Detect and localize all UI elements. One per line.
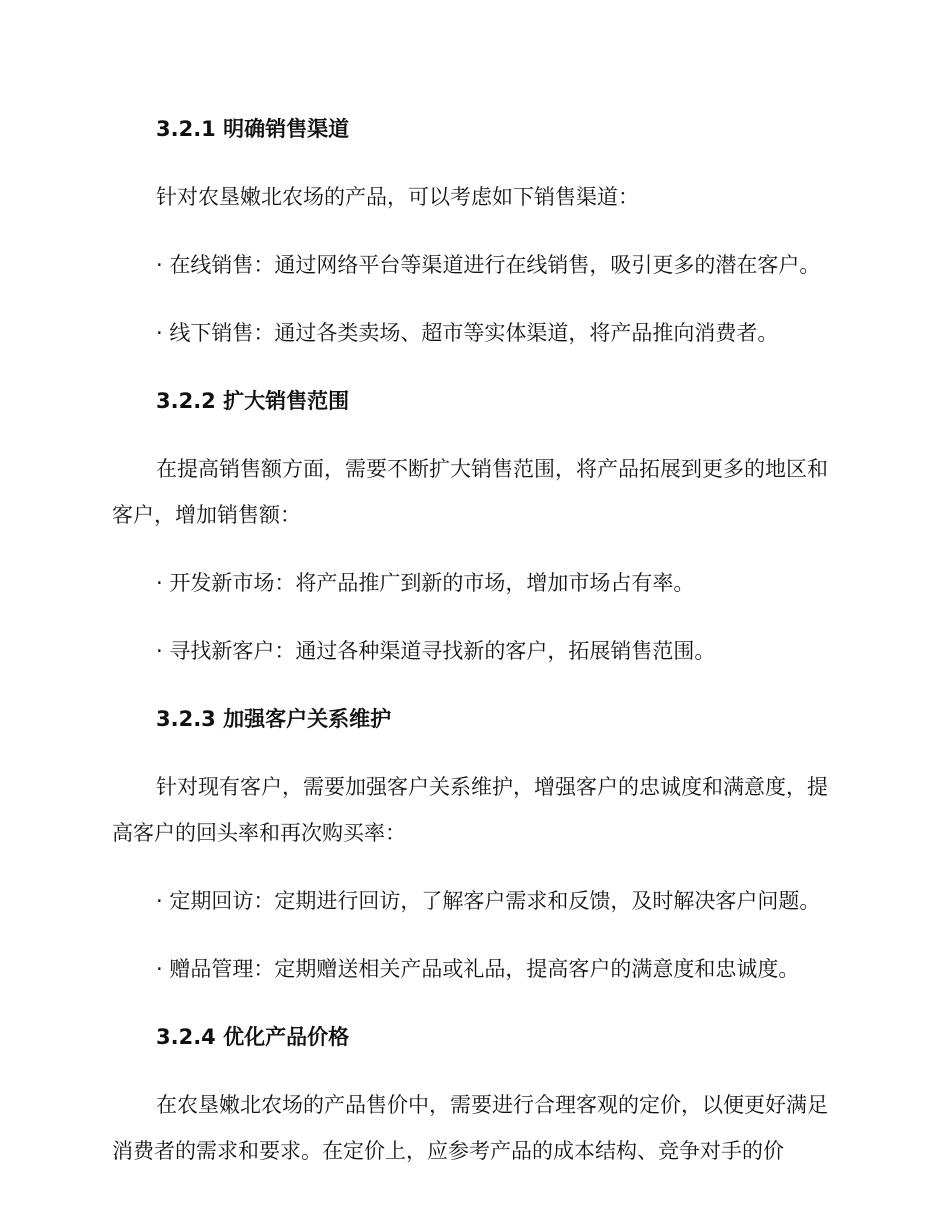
bullet-new-customers: · 寻找新客户：通过各种渠道寻找新的客户，拓展销售范围。: [156, 639, 716, 663]
section-heading-3-2-4: 3.2.4 优化产品价格: [156, 1025, 350, 1049]
bullet-regular-visits: · 定期回访：定期进行回访，了解客户需求和反馈，及时解决客户问题。: [156, 889, 821, 913]
section-intro-3-2-4: 在农垦嫩北农场的产品售价中，需要进行合理客观的定价，以便更好满足消费者的需求和要求。在定价上，应参考产品的成本结构、竞争对手的价: [112, 1093, 828, 1163]
bullet-online-sales: · 在线销售：通过网络平台等渠道进行在线销售，吸引更多的潜在客户。: [156, 253, 821, 277]
section-heading-3-2-2: 3.2.2 扩大销售范围: [156, 389, 350, 413]
bullet-offline-sales: · 线下销售：通过各类卖场、超市等实体渠道，将产品推向消费者。: [156, 321, 779, 345]
document-body: [112, 106, 832, 1196]
bullet-new-market: · 开发新市场：将产品推广到新的市场，增加市场占有率。: [156, 571, 695, 595]
section-intro-3-2-3: 针对现有客户，需要加强客户关系维护，增强客户的忠诚度和满意度，提高客户的回头率和再次购买率：: [112, 775, 828, 845]
section-heading-3-2-3: 3.2.3 加强客户关系维护: [156, 707, 392, 731]
section-heading-3-2-1: 3.2.1 明确销售渠道: [156, 117, 350, 141]
bullet-gift-management: · 赠品管理：定期赠送相关产品或礼品，提高客户的满意度和忠诚度。: [156, 957, 800, 981]
section-intro-3-2-1: 针对农垦嫩北农场的产品，可以考虑如下销售渠道：: [156, 185, 639, 209]
section-intro-3-2-2: 在提高销售额方面，需要不断扩大销售范围，将产品拓展到更多的地区和客户，增加销售额：: [112, 457, 828, 527]
